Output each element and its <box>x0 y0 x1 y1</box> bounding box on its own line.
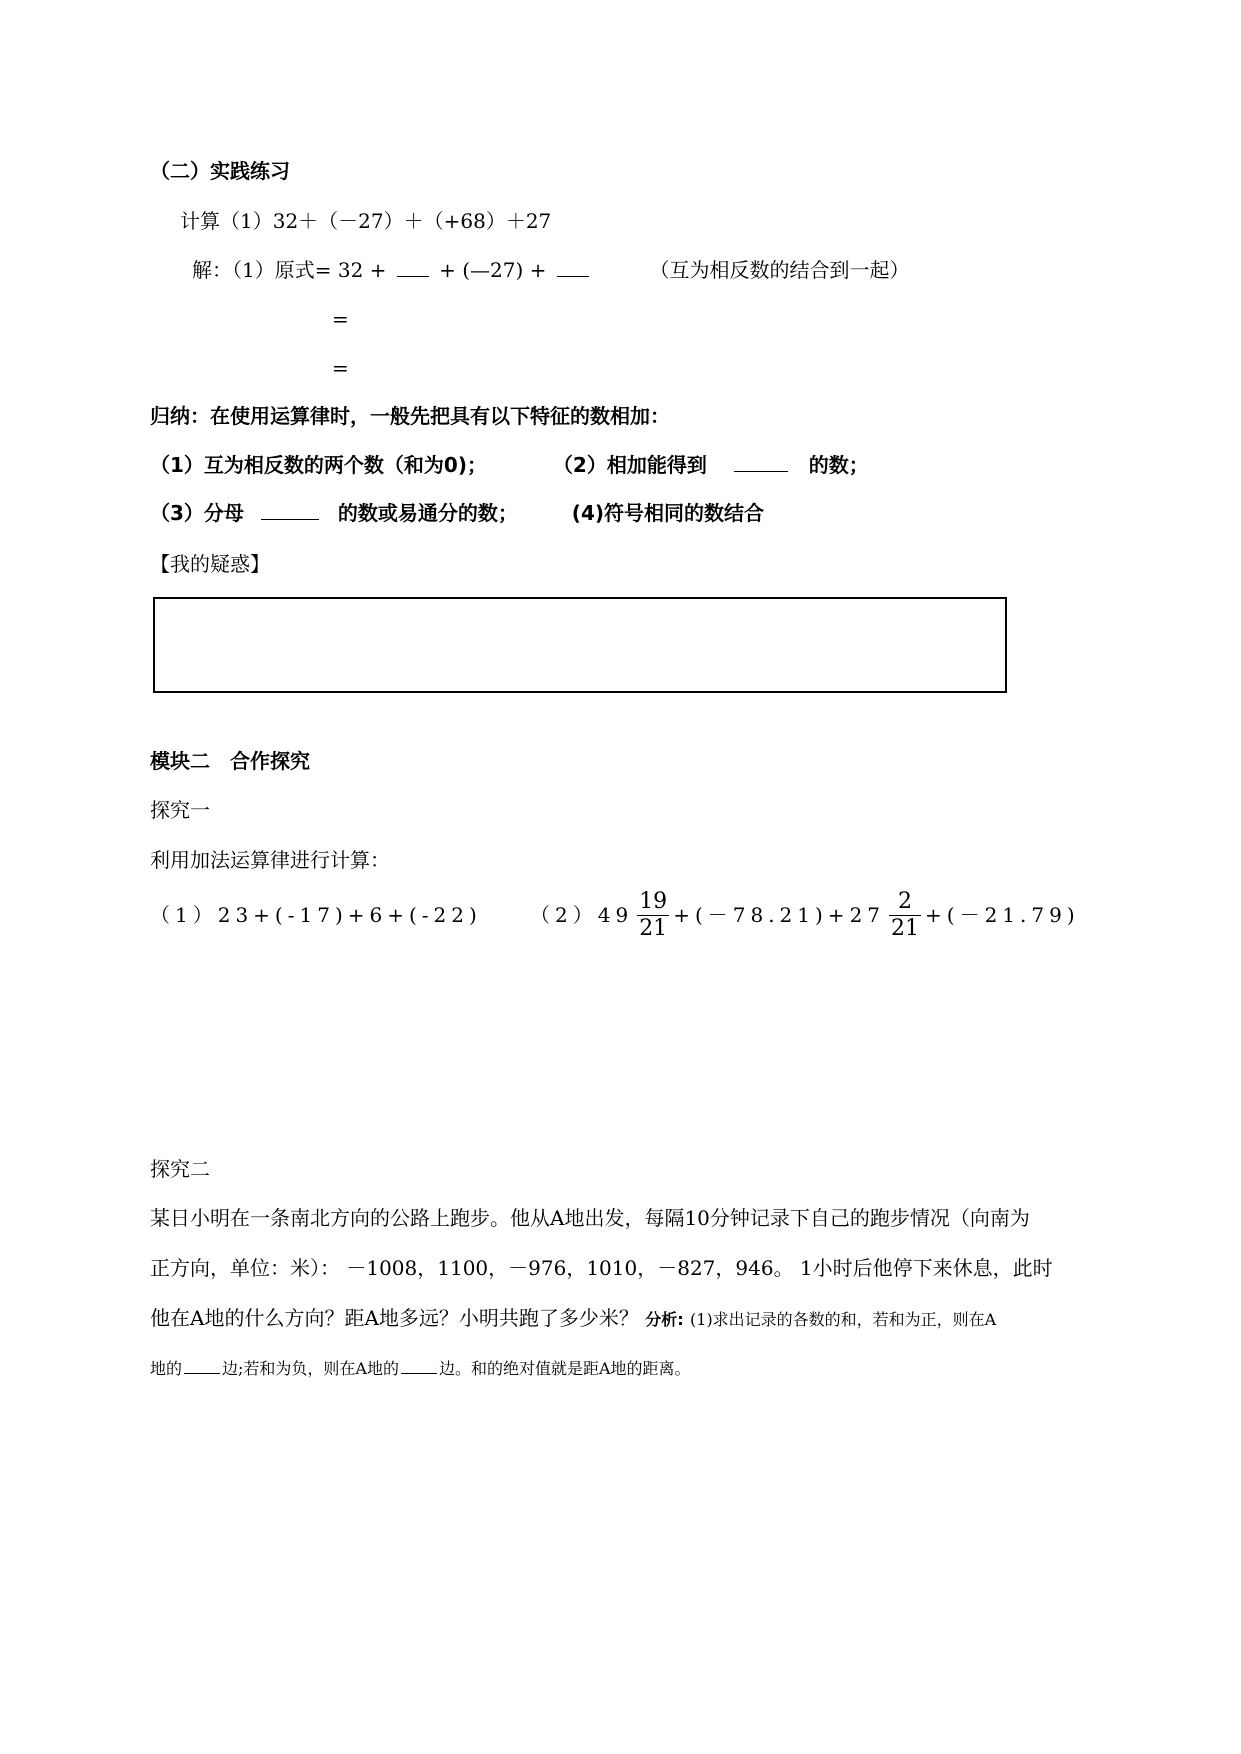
solution-hint: （互为相反数的结合到一起） <box>649 258 910 282</box>
summary-row-2 <box>150 500 764 526</box>
fraction-2 <box>889 889 921 942</box>
solution-line <box>192 257 910 283</box>
explore-1-label: 探究一 <box>150 798 210 822</box>
problem-2-suffix: +(－21.79) <box>925 903 1080 927</box>
explore-2-line-1: 某日小明在一条南北方向的公路上跑步。他从A地出发，每隔10分钟记录下自己的跑步情况（向南为 <box>150 1206 1030 1230</box>
section-title: （二）实践练习 <box>150 159 290 183</box>
fraction-1-denominator: 21 <box>639 915 668 941</box>
equals-1: = <box>332 307 349 331</box>
doubt-box[interactable] <box>153 597 1007 693</box>
summary-item-3-prefix: （3）分母 <box>150 501 244 525</box>
summary-row-1 <box>150 452 869 478</box>
blank-4 <box>261 501 319 520</box>
fraction-2-numerator: 2 <box>898 888 913 914</box>
fraction-2-denominator: 21 <box>891 915 920 941</box>
explore-2-question: 他在A地的什么方向？距A地多远？小明共跑了多少米？ <box>150 1306 639 1330</box>
summary-title: 归纳：在使用运算律时，一般先把具有以下特征的数相加： <box>150 404 670 428</box>
explore-2-label: 探究二 <box>150 1157 210 1181</box>
doubt-label: 【我的疑惑】 <box>150 552 270 576</box>
summary-item-1: （1）互为相反数的两个数（和为0)； <box>150 453 487 477</box>
analysis-text-c: 边。和的绝对值就是距A地的距离。 <box>438 1359 691 1378</box>
explore-1-problem-1: （1）23+(-17)+6+(-22) <box>150 903 482 927</box>
module-2-title: 模块二 合作探究 <box>150 749 310 773</box>
explore-1-instruction: 利用加法运算律进行计算： <box>150 848 390 872</box>
fraction-1-numerator: 19 <box>639 888 668 914</box>
summary-item-4: (4)符号相同的数结合 <box>571 501 764 525</box>
fraction-1 <box>637 889 669 942</box>
summary-item-2-prefix: （2）相加能得到 <box>552 453 707 477</box>
blank-6 <box>401 1359 437 1374</box>
equals-2: = <box>332 356 349 380</box>
explore-2-line-4 <box>150 1356 691 1382</box>
solution-plus2: + <box>529 258 547 282</box>
analysis-text-b: 边;若和为负，则在A地的 <box>222 1359 399 1378</box>
summary-item-2-suffix: 的数； <box>808 453 869 477</box>
explore-2-line-2: 正方向，单位：米）： －1008，1100，－976，1010，－827，946。 1小时后他停下来休息，此时 <box>150 1256 1053 1280</box>
solution-prefix: 解：（1）原式= 32 + <box>192 258 387 282</box>
blank-5 <box>184 1359 220 1374</box>
analysis-text-a: 地的 <box>150 1359 183 1378</box>
solution-plus: + <box>439 258 456 282</box>
explore-2-line-3 <box>150 1305 996 1333</box>
blank-3 <box>734 453 788 472</box>
solution-middle: (—27) <box>462 258 524 282</box>
compute-line: 计算（1）32＋（－27）＋（+68）＋27 <box>180 209 552 233</box>
problem-2-middle: +(－78.21)+27 <box>673 903 886 927</box>
analysis-text: (1)求出记录的各数的和，若和为正，则在A <box>690 1310 997 1329</box>
analysis-label: 分析: <box>645 1310 684 1329</box>
blank-2 <box>557 258 589 277</box>
explore-1-problem-2 <box>530 884 1080 946</box>
problem-2-prefix: （2）49 <box>530 903 634 927</box>
summary-item-3-suffix: 的数或易通分的数； <box>337 501 518 525</box>
blank-1 <box>397 258 429 277</box>
